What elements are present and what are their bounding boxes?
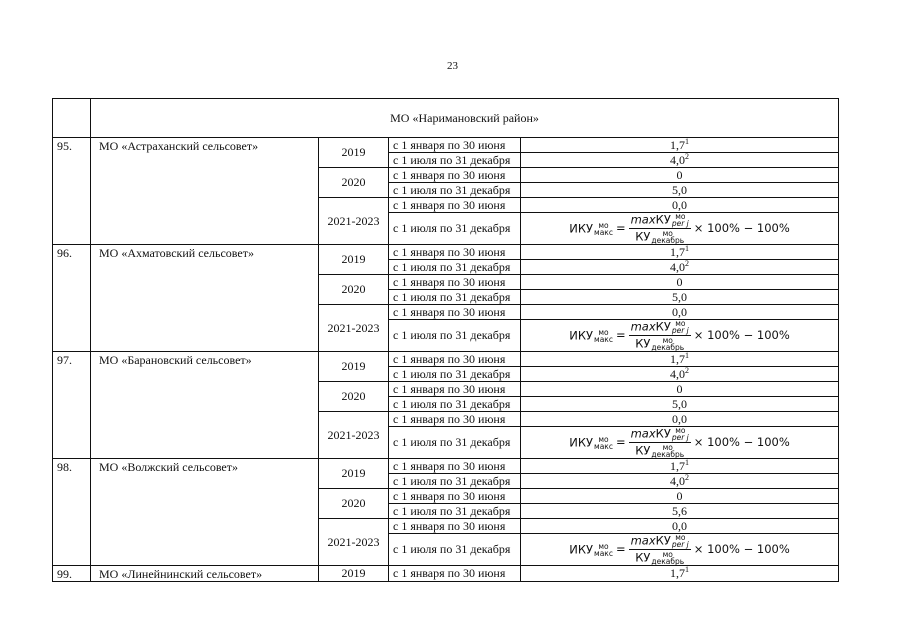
value-text: 1,7 (670, 244, 686, 259)
formula-cell (521, 320, 839, 352)
footnote-mark: 2 (685, 152, 690, 161)
period-cell: с 1 июля по 31 декабря (389, 397, 521, 412)
formula-equals: = (615, 328, 626, 342)
entry-name: МО «Ахматовский сельсовет» (91, 245, 319, 352)
formula-lhs: ИКУ мо макс (569, 434, 613, 451)
entry-name: МО «Барановский сельсовет» (91, 352, 319, 459)
value-cell (521, 474, 839, 489)
formula-numerator: maxКУ мо per j (630, 426, 689, 442)
formula-numerator: maxКУ мо per j (630, 533, 689, 549)
entry-number: 98. (53, 459, 91, 566)
period-cell: с 1 июля по 31 декабря (389, 534, 521, 566)
value-cell: 0,0 (521, 305, 839, 320)
formula-cell (521, 213, 839, 245)
value-text: 1,7 (670, 566, 686, 580)
region-header-row (53, 99, 839, 138)
footnote-mark: 1 (685, 244, 690, 253)
value-cell (521, 153, 839, 168)
value-cell (521, 352, 839, 367)
year-cell: 2019 (319, 138, 389, 168)
value-cell: 5,6 (521, 504, 839, 519)
value-cell (521, 367, 839, 382)
year-cell: 2021-2023 (319, 412, 389, 459)
footnote-mark: 2 (685, 473, 690, 482)
entry-number: 96. (53, 245, 91, 352)
formula-denominator: КУ мо декабрь (635, 229, 685, 245)
formula (569, 427, 790, 458)
period-cell: с 1 января по 30 июня (389, 382, 521, 397)
value-text: 1,7 (670, 351, 686, 366)
value-text: 4,0 (670, 152, 686, 167)
formula-numerator: maxКУ мо per j (630, 212, 689, 228)
footnote-mark: 2 (685, 259, 690, 268)
value-text: 4,0 (670, 259, 686, 274)
period-cell: с 1 января по 30 июня (389, 138, 521, 153)
formula-numerator: maxКУ мо per j (630, 319, 689, 335)
footnote-mark: 1 (685, 137, 690, 146)
value-cell: 5,0 (521, 397, 839, 412)
table-row (53, 245, 839, 260)
table-row (53, 138, 839, 153)
entry-name: МО «Астраханский сельсовет» (91, 138, 319, 245)
period-cell: с 1 июля по 31 декабря (389, 260, 521, 275)
value-cell: 0,0 (521, 198, 839, 213)
value-text: 4,0 (670, 366, 686, 381)
table-row (53, 352, 839, 367)
value-cell: 0 (521, 168, 839, 183)
value-cell (521, 245, 839, 260)
footnote-mark: 1 (685, 565, 690, 574)
entry-name: МО «Волжский сельсовет» (91, 459, 319, 566)
period-cell: с 1 января по 30 июня (389, 412, 521, 427)
value-cell: 0,0 (521, 412, 839, 427)
period-cell: с 1 июля по 31 декабря (389, 153, 521, 168)
year-cell: 2020 (319, 168, 389, 198)
period-cell: с 1 июля по 31 декабря (389, 474, 521, 489)
value-cell: 0 (521, 489, 839, 504)
formula-equals: = (615, 542, 626, 556)
period-cell: с 1 января по 30 июня (389, 168, 521, 183)
period-cell: с 1 июля по 31 декабря (389, 504, 521, 519)
table-row (53, 459, 839, 474)
formula-fraction (629, 427, 691, 458)
year-cell: 2019 (319, 566, 389, 582)
formula-equals: = (615, 221, 626, 235)
year-cell: 2021-2023 (319, 198, 389, 245)
period-cell: с 1 июля по 31 декабря (389, 367, 521, 382)
value-cell (521, 459, 839, 474)
entry-name: МО «Линейнинский сельсовет» (91, 566, 319, 582)
value-text: 1,7 (670, 137, 686, 152)
value-text: 1,7 (670, 458, 686, 473)
formula-cell (521, 427, 839, 459)
formula-fraction (629, 534, 691, 565)
formula (569, 320, 790, 351)
page-number: 23 (447, 60, 458, 72)
footnote-mark: 1 (685, 351, 690, 360)
entry-number: 99. (53, 566, 91, 582)
tariff-index-table (52, 98, 839, 582)
formula-tail: × 100% − 100% (693, 221, 790, 235)
year-cell: 2021-2023 (319, 519, 389, 566)
value-cell: 0 (521, 382, 839, 397)
year-cell: 2021-2023 (319, 305, 389, 352)
table-row-last (53, 566, 839, 582)
formula-tail: × 100% − 100% (693, 542, 790, 556)
formula-fraction (629, 320, 691, 351)
value-cell: 0 (521, 275, 839, 290)
period-cell: с 1 июля по 31 декабря (389, 290, 521, 305)
period-cell: с 1 июля по 31 декабря (389, 427, 521, 459)
formula-denominator: КУ мо декабрь (635, 550, 685, 566)
period-cell: с 1 июля по 31 декабря (389, 183, 521, 198)
period-cell: с 1 июля по 31 декабря (389, 213, 521, 245)
footnote-mark: 1 (685, 458, 690, 467)
value-cell: 5,0 (521, 183, 839, 198)
entry-number: 97. (53, 352, 91, 459)
period-cell: с 1 января по 30 июня (389, 198, 521, 213)
period-cell: с 1 января по 30 июня (389, 305, 521, 320)
period-cell: с 1 января по 30 июня (389, 566, 521, 582)
period-cell: с 1 января по 30 июня (389, 459, 521, 474)
year-cell: 2020 (319, 275, 389, 305)
period-cell: с 1 июля по 31 декабря (389, 320, 521, 352)
formula (569, 534, 790, 565)
formula-lhs: ИКУ мо макс (569, 541, 613, 558)
formula-cell (521, 534, 839, 566)
period-cell: с 1 января по 30 июня (389, 245, 521, 260)
year-cell: 2019 (319, 459, 389, 489)
formula (569, 213, 790, 244)
period-cell: с 1 января по 30 июня (389, 275, 521, 290)
year-cell: 2020 (319, 382, 389, 412)
value-cell: 0,0 (521, 519, 839, 534)
formula-lhs: ИКУ мо макс (569, 327, 613, 344)
entries-body (53, 138, 839, 566)
value-cell (521, 260, 839, 275)
year-cell: 2020 (319, 489, 389, 519)
value-cell (521, 138, 839, 153)
formula-fraction (629, 213, 691, 244)
period-cell: с 1 января по 30 июня (389, 519, 521, 534)
region-header: МО «Наримановский район» (91, 99, 839, 138)
year-cell: 2019 (319, 352, 389, 382)
value-cell (521, 566, 839, 582)
header-blank-cell (53, 99, 91, 138)
entry-number: 95. (53, 138, 91, 245)
formula-tail: × 100% − 100% (693, 328, 790, 342)
footnote-mark: 2 (685, 366, 690, 375)
period-cell: с 1 января по 30 июня (389, 352, 521, 367)
formula-equals: = (615, 435, 626, 449)
year-cell: 2019 (319, 245, 389, 275)
value-text: 4,0 (670, 473, 686, 488)
formula-denominator: КУ мо декабрь (635, 336, 685, 352)
period-cell: с 1 января по 30 июня (389, 489, 521, 504)
formula-denominator: КУ мо декабрь (635, 443, 685, 459)
formula-lhs: ИКУ мо макс (569, 220, 613, 237)
value-cell: 5,0 (521, 290, 839, 305)
formula-tail: × 100% − 100% (693, 435, 790, 449)
